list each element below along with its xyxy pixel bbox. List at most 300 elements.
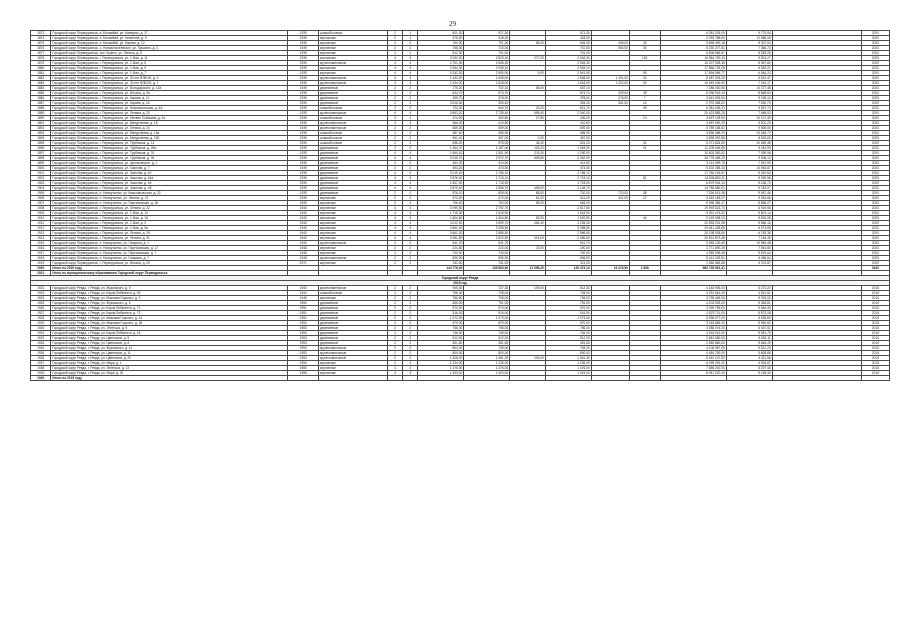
table-cell: 26 778 468,20 xyxy=(660,156,726,161)
table-cell: 2 xyxy=(403,326,418,331)
table-cell: 365,90 xyxy=(545,131,591,136)
table-cell: Городской округ Первоуральск, пос. Кузино, ул. Ленина, д. 5 xyxy=(51,51,288,56)
table-cell: 2 875 711,00 xyxy=(660,311,726,316)
table-cell: 4 xyxy=(387,56,402,61)
table-cell: 1939 xyxy=(288,96,319,101)
table-cell: деревянные xyxy=(319,156,388,161)
table-cell: 5 168,74 xyxy=(726,181,772,186)
table-cell: 4 xyxy=(387,231,402,236)
table-cell: 10 648,72 xyxy=(726,131,772,136)
table-cell: 3 264,30 xyxy=(418,66,464,71)
table-cell: 9 434,66 xyxy=(726,196,772,201)
table-cell: 16 207 928,35 xyxy=(660,61,726,66)
table-cell: 451,60 xyxy=(464,341,510,346)
table-cell: 1 xyxy=(403,31,418,36)
table-cell: 2020 xyxy=(861,66,889,71)
table-cell: 6 367,80 xyxy=(726,61,772,66)
table-cell: 10 963,87 xyxy=(726,166,772,171)
table-cell: 803,00 xyxy=(418,346,464,351)
table-cell: 2020 xyxy=(861,136,889,141)
table-cell: 3 032,30 xyxy=(418,56,464,61)
table-cell xyxy=(288,376,319,381)
table-cell: 1939 xyxy=(288,71,319,76)
table-cell: 512,00 xyxy=(464,336,510,341)
table-cell: 2 xyxy=(403,46,418,51)
table-cell: 1890 xyxy=(31,116,51,121)
table-cell: 1935 xyxy=(31,351,51,356)
table-cell: 7 686 200,00 xyxy=(660,366,726,371)
table-cell: 1 234,00 xyxy=(418,361,464,366)
table-cell: Городской округ Первоуральск, г. Первоуральск, ул. Трубников, д. 14 xyxy=(51,141,288,146)
table-cell: 2 xyxy=(387,101,402,106)
table-cell: 1901 xyxy=(31,171,51,176)
table-cell: 5 550,62 xyxy=(726,321,772,326)
table-cell: 746,00 xyxy=(418,331,464,336)
table-cell: 1877 xyxy=(31,51,51,56)
table-cell: 14 785 580,02 xyxy=(660,186,726,191)
table-cell: 31 xyxy=(629,141,660,146)
table-cell: 1939 xyxy=(288,161,319,166)
table-cell: деревянные xyxy=(319,161,388,166)
table-cell: 1940 xyxy=(31,376,51,381)
table-row xyxy=(31,106,890,111)
table-cell: 1925 xyxy=(31,301,51,306)
table-cell: 4 xyxy=(387,181,402,186)
table-cell: 4 xyxy=(403,61,418,66)
table-cell: 9 391 474,52 xyxy=(660,211,726,216)
table-cell: 570,00 xyxy=(464,306,510,311)
table-row xyxy=(31,191,890,196)
table-cell: Городской округ Первоуральск, г. Первоуральск, ул. 1 Мая, д. 3 xyxy=(51,221,288,226)
table-cell: 2020 xyxy=(861,211,889,216)
table-cell: Городской округ Ревда, г. Ревда, ул. Карла Либкнехта, д. 63 xyxy=(51,291,288,296)
table-cell: 1939 xyxy=(288,106,319,111)
table-cell: 3 461 005,54 xyxy=(660,96,726,101)
table-cell: 9 897,73 xyxy=(726,106,772,111)
table-cell: 669,00 xyxy=(418,126,464,131)
table-cell: 11 209 545,98 xyxy=(660,146,726,151)
table-cell: 9 506,05 xyxy=(726,126,772,131)
table-cell: 3 xyxy=(403,366,418,371)
table-cell: 461,40 xyxy=(418,136,464,141)
table-cell: 4 106 587,00 xyxy=(660,346,726,351)
table-cell: 5 407,51 xyxy=(726,326,772,331)
table-cell: 5 376,00 xyxy=(726,296,772,301)
table-cell: 1 xyxy=(403,51,418,56)
table-cell: 2 xyxy=(387,296,402,301)
table-cell: 1882 xyxy=(31,76,51,81)
table-cell: 5 612,47 xyxy=(726,76,772,81)
table-cell: 387,60 xyxy=(418,131,464,136)
table-cell: Городской округ Ревда, г. Ревда, ул. Цветников, д. 8 xyxy=(51,341,288,346)
table-cell: 394,40 xyxy=(545,101,591,106)
table-cell: 2 xyxy=(403,86,418,91)
table-cell: 5 566,16 xyxy=(726,221,772,226)
table-cell: 1 361,30 xyxy=(545,356,591,361)
table-cell: 4 xyxy=(387,216,402,221)
table-cell: 5 581,79 xyxy=(726,331,772,336)
table-cell: 2 xyxy=(403,126,418,131)
table-cell: 1 360 583,85 xyxy=(660,261,726,266)
table-cell: 4 xyxy=(403,216,418,221)
table-cell: 2020 xyxy=(861,111,889,116)
table-cell: 2 xyxy=(387,41,402,46)
table-cell: 2020 xyxy=(861,121,889,126)
table-cell: 8 523,60 xyxy=(726,136,772,141)
table-cell: 2015 xyxy=(861,336,889,341)
table-cell: 1887 xyxy=(31,101,51,106)
table-cell: Городской округ Ревда, г. Ревда, ул. Энгельса, д. 5 xyxy=(51,326,288,331)
table-cell: 2020 xyxy=(861,31,889,36)
table-cell: 14 635 890,11 xyxy=(660,176,726,181)
table-cell: 1939 xyxy=(288,151,319,156)
table-cell: 3 516,30 xyxy=(418,101,464,106)
table-cell: 2 xyxy=(387,361,402,366)
table-cell: 7 286 030,56 xyxy=(660,86,726,91)
table-cell: 5 648,49 xyxy=(726,341,772,346)
table-cell: 701,00 xyxy=(464,51,510,56)
table-cell: Городской округ Первоуральск, п. Новоуткинск, ул. Гагарина, д. 1 xyxy=(51,241,288,246)
table-cell: 2 xyxy=(387,351,402,356)
table-cell: 2015 xyxy=(861,306,889,311)
table-cell: деревянные xyxy=(319,326,388,331)
table-cell: 55,00 xyxy=(510,201,546,206)
table-cell: 1940 xyxy=(288,206,319,211)
table-cell: 1953 xyxy=(288,331,319,336)
table-cell: 1 698 xyxy=(629,266,660,271)
table-cell: 4 xyxy=(387,176,402,181)
table-cell: Городской округ Первоуральск, п. Новоуткинск, ул. Партизанская, д. 7 xyxy=(51,251,288,256)
table-cell: 2 xyxy=(387,166,402,171)
table-cell: 5 390,56 xyxy=(726,176,772,181)
table-cell: 2 xyxy=(387,251,402,256)
table-cell: 4 xyxy=(387,206,402,211)
table-cell: Городской округ Первоуральск, г. Первоуральск, ул. Менделеева, д. 1Б xyxy=(51,121,288,126)
table-cell: 4 374,87 xyxy=(726,261,772,266)
table-cell: 2 xyxy=(403,106,418,111)
table-cell: 5 964,49 xyxy=(726,306,772,311)
table-cell: 1940 xyxy=(288,241,319,246)
table-cell: 2020 xyxy=(861,181,889,186)
table-cell: 4 xyxy=(403,176,418,181)
table-cell: 727,30 xyxy=(464,286,510,291)
table-cell: 4 934,67 xyxy=(726,361,772,366)
table-cell: кирпичные xyxy=(319,66,388,71)
table-cell: 1 063,00 xyxy=(545,146,591,151)
table-cell: 30 xyxy=(629,81,660,86)
table-cell: 2 xyxy=(403,321,418,326)
table-cell: 3 242,30 xyxy=(418,71,464,76)
table-cell: 706,00 xyxy=(464,296,510,301)
table-cell: 124,00 xyxy=(510,146,546,151)
table-cell: 329,00 xyxy=(591,91,629,96)
table-cell: 1934 xyxy=(31,346,51,351)
table-cell: 2 xyxy=(387,106,402,111)
table-cell: 1940 xyxy=(288,236,319,241)
table-cell: 2020 xyxy=(861,151,889,156)
table-cell: 5 202 358,43 xyxy=(660,166,726,171)
table-cell: Городской округ Первоуральск, г. Первоуральск, ул. 30 лет ВЛКСМ, д. 7 xyxy=(51,81,288,86)
table-cell: Городской округ Первоуральск, г. Первоуральск, ул. Ленина, д. 31 xyxy=(51,236,288,241)
table-cell: 710,00 xyxy=(464,46,510,51)
table-cell: 1 548,00 xyxy=(464,76,510,81)
table-cell: 23,00 xyxy=(510,106,546,111)
table-cell: 575,00 xyxy=(464,141,510,146)
table-cell: 728,00 xyxy=(545,291,591,296)
table-cell: крупнопанельные xyxy=(319,126,388,131)
table-cell: 4 xyxy=(387,71,402,76)
table-cell: 7 366,73 xyxy=(726,46,772,51)
table-cell: 1885 xyxy=(31,91,51,96)
table-cell: 2 xyxy=(387,261,402,266)
table-cell: 531,00 xyxy=(545,141,591,146)
table-cell: Городской округ Первоуральск, г. Первоуральск, ул. Ленина, д. 20 xyxy=(51,111,288,116)
table-cell: 2 xyxy=(387,36,402,41)
table-cell xyxy=(319,376,388,381)
table-cell: 574,70 xyxy=(464,91,510,96)
table-cell: 9 156,10 xyxy=(726,96,772,101)
table-cell: 2 986,50 xyxy=(464,231,510,236)
table-row xyxy=(31,86,890,91)
table-cell: 65,00 xyxy=(510,86,546,91)
table-cell: 4 xyxy=(387,226,402,231)
table-row xyxy=(31,116,890,121)
table-cell: 44,00 xyxy=(510,141,546,146)
table-cell: 1910 xyxy=(31,216,51,221)
table-cell: кирпичные xyxy=(319,46,388,51)
table-cell: 3 661,20 xyxy=(418,231,464,236)
table-cell: 1888 xyxy=(31,106,51,111)
table-cell: 6 941 022,00 xyxy=(660,371,726,376)
table-cell: Городской округ Ревда, г. Ревда, ул. Цветников, д. 11 xyxy=(51,351,288,356)
table-cell: 4 xyxy=(403,226,418,231)
table-cell xyxy=(545,376,591,381)
table-cell: Городской округ Первоуральск, г. Первоуральск, ул. Чкалова, д. 40 xyxy=(51,171,288,176)
table-cell: 2 986,50 xyxy=(545,231,591,236)
table-cell: 10 984,48 xyxy=(726,241,772,246)
table-cell: 1897 xyxy=(31,151,51,156)
table-cell: 2020 xyxy=(861,51,889,56)
table-cell: Итого по муниципальному образованию Городской округ Первоуральск xyxy=(51,271,288,276)
table-cell: 1939 xyxy=(288,201,319,206)
table-cell: 1939 xyxy=(288,81,319,86)
table-cell: кирпичные xyxy=(319,56,388,61)
table-cell: Городской округ Первоуральск, г. Первоуральск, ул. 1 Мая, д. 13 xyxy=(51,211,288,216)
table-cell: 2020 xyxy=(861,36,889,41)
table-cell: 411,00 xyxy=(545,196,591,201)
section-title-row-label: Городской округ Ревда xyxy=(31,276,890,281)
table-cell: 574,70 xyxy=(545,91,591,96)
table-cell: 796,40 xyxy=(418,201,464,206)
table-cell: 1939 xyxy=(288,91,319,96)
table-cell: Городской округ Первоуральск, г. Первоуральск, ул. 30 лет ВЛКСМ, д. 3 xyxy=(51,76,288,81)
table-cell: 1 236,00 xyxy=(464,361,510,366)
table-cell xyxy=(387,376,402,381)
table-cell: 12 xyxy=(629,196,660,201)
table-cell: 6 064,22 xyxy=(726,71,772,76)
table-cell: 2 xyxy=(403,141,418,146)
table-cell: 3 xyxy=(387,81,402,86)
table-cell: 11 596,20 xyxy=(510,266,546,271)
table-cell: 7 059,96 xyxy=(726,151,772,156)
table-cell: 386,40 xyxy=(418,121,464,126)
table-cell: 1939 xyxy=(288,121,319,126)
table-cell: 1951 xyxy=(288,311,319,316)
table-cell: 5 512,20 xyxy=(726,346,772,351)
table-cell: 20 641 428,85 xyxy=(660,226,726,231)
table-cell: 2 870,50 xyxy=(464,236,510,241)
table-cell: 2 xyxy=(403,336,418,341)
table-cell: 1880 xyxy=(31,66,51,71)
table-cell: 365,90 xyxy=(464,131,510,136)
table-cell: 1909 xyxy=(31,211,51,216)
table-cell: 2 xyxy=(403,316,418,321)
table-cell: деревянные xyxy=(319,321,388,326)
table-cell: 516,00 xyxy=(464,311,510,316)
table-cell: 1900 xyxy=(31,166,51,171)
table-cell: 2 715,10 xyxy=(545,176,591,181)
table-cell: Городской округ Первоуральск, г. Первоуральск, ул. Ленина, д. 29 xyxy=(51,231,288,236)
table-cell: 2 xyxy=(403,351,418,356)
table-cell: деревянные xyxy=(319,176,388,181)
table-cell: 571,30 xyxy=(464,31,510,36)
table-cell: 1928 xyxy=(31,316,51,321)
section-year-row-label: 2015 год xyxy=(31,281,890,286)
table-cell: 224,80 xyxy=(418,246,464,251)
table-cell: 14 xyxy=(629,101,660,106)
table-cell: 1948 xyxy=(288,296,319,301)
table-cell: 2 xyxy=(387,286,402,291)
table-cell: 2 xyxy=(403,96,418,101)
table-cell: 2020 xyxy=(861,166,889,171)
table-cell: 740,00 xyxy=(464,251,510,256)
table-cell: 1937 xyxy=(31,361,51,366)
table-cell: 1 718,00 xyxy=(464,181,510,186)
table-cell: 2020 xyxy=(861,171,889,176)
table-cell: крупнопанельные xyxy=(319,351,388,356)
table-cell: 1921 xyxy=(31,271,51,276)
table-cell: 1953 xyxy=(288,326,319,331)
table-cell: 1889 xyxy=(31,111,51,116)
table-cell: Городской округ Первоуральск, п. Новоуткинск, ул. Ленина, д. 21 xyxy=(51,196,288,201)
table-cell: 4 350 936,48 xyxy=(660,251,726,256)
table-cell: 3 xyxy=(387,121,402,126)
table-cell: 2020 xyxy=(861,156,889,161)
table-cell: 2 040,00 xyxy=(545,111,591,116)
table-cell: 2 876,40 xyxy=(418,176,464,181)
table-cell: деревянные xyxy=(319,311,388,316)
table-cell: 8 407,54 xyxy=(726,41,772,46)
table-cell: 2020 xyxy=(861,221,889,226)
table-cell: 2 950,90 xyxy=(464,71,510,76)
table-cell: 460,30 xyxy=(418,161,464,166)
table-cell: кирпичные xyxy=(319,221,388,226)
table-cell: 2015 xyxy=(861,361,889,366)
table-cell: 474,50 xyxy=(464,166,510,171)
table-cell: 1939 xyxy=(288,181,319,186)
table-cell: 3 699,70 xyxy=(464,221,510,226)
table-cell: 1952 xyxy=(288,321,319,326)
table-cell: 702,10 xyxy=(464,86,510,91)
table-cell: 2020 xyxy=(861,251,889,256)
table-cell: 2015 xyxy=(861,301,889,306)
table-cell: 4 164 012,00 xyxy=(660,331,726,336)
table-cell: 1939 xyxy=(288,176,319,181)
table-cell: 100,00 xyxy=(510,356,546,361)
table-cell: 2 945,10 xyxy=(545,66,591,71)
table-cell: 463,80 xyxy=(464,116,510,121)
table-cell: 2 xyxy=(387,331,402,336)
table-cell: 3 051,80 xyxy=(418,236,464,241)
table-cell: 654,00 xyxy=(591,46,629,51)
table-cell: кирпичные xyxy=(319,371,388,376)
table-cell: 2 xyxy=(387,316,402,321)
table-cell: 1908 xyxy=(31,206,51,211)
table-cell: 2 xyxy=(387,126,402,131)
table-cell: 756,00 xyxy=(464,326,510,331)
table-cell: Городской округ Первоуральск, г. Первоуральск, ул. Циолковского, д. 1 xyxy=(51,161,288,166)
table-cell: 1940 xyxy=(288,211,319,216)
table-cell: 2 xyxy=(387,241,402,246)
table-cell: 1939 xyxy=(288,141,319,146)
table-cell: 1 715,30 xyxy=(418,211,464,216)
table-cell: 3 xyxy=(387,366,402,371)
table-cell: 2015 xyxy=(861,346,889,351)
table-cell: 1891 xyxy=(31,121,51,126)
table-cell: 876,10 xyxy=(418,191,464,196)
table-cell: 541,70 xyxy=(464,241,510,246)
table-cell: Городской округ Первоуральск, г. Первоуральск, ул. Трубников, д. 26А xyxy=(51,146,288,151)
table-cell: Городской округ Ревда, г. Ревда, ул. Карла Либкнехта, д. 71 xyxy=(51,306,288,311)
table-cell: 746,00 xyxy=(545,331,591,336)
table-cell: 1953 xyxy=(288,341,319,346)
table-cell: 7 xyxy=(629,96,660,101)
table-cell: 3 235,30 xyxy=(545,221,591,226)
table-cell: 1903 xyxy=(31,181,51,186)
table-cell: 17 765 216,87 xyxy=(660,171,726,176)
table-cell: 2 823,30 xyxy=(464,56,510,61)
table-cell: Городской округ Первоуральск, г. Первоуральск, ул. Чкалова, д. 46 xyxy=(51,181,288,186)
table-cell: 5 996 386,47 xyxy=(660,201,726,206)
table-cell: кирпичные xyxy=(319,366,388,371)
table-cell: Городской округ Первоуральск, г. Первоуральск, ул. 1 Мая, д. 5 xyxy=(51,61,288,66)
table-cell: 2 xyxy=(403,191,418,196)
table-cell: 10 127,49 xyxy=(726,116,772,121)
table-cell: 4 xyxy=(387,61,402,66)
table-cell: 2020 xyxy=(861,116,889,121)
table-cell: 1916 xyxy=(31,246,51,251)
table-cell: 638,20 xyxy=(418,141,464,146)
table-cell: 3 399 759,00 xyxy=(660,306,726,311)
table-cell: Городской округ Первоуральск, п. Новоуткинск, ул. Комсомольская, д. 32 xyxy=(51,191,288,196)
table-cell: деревянные xyxy=(319,146,388,151)
table-cell: 2 941,90 xyxy=(545,71,591,76)
table-cell: 1948 xyxy=(288,251,319,256)
table-cell: Городской округ Первоуральск, г. Первоуральск, ул. 1 Мая, д. 9 xyxy=(51,66,288,71)
table-cell: 1 461,30 xyxy=(464,356,510,361)
table-cell: 1953 xyxy=(288,356,319,361)
table-cell: деревянные xyxy=(319,186,388,191)
table-cell: 2 xyxy=(403,341,418,346)
table-cell: 1940 xyxy=(288,226,319,231)
table-cell: 812,00 xyxy=(418,51,464,56)
table-cell: кирпичные xyxy=(319,236,388,241)
table-cell: 3 019,20 xyxy=(418,171,464,176)
table-cell: 4 093 786,60 xyxy=(660,36,726,41)
table-cell: 2 xyxy=(403,331,418,336)
table-cell: 1939 xyxy=(288,41,319,46)
table-cell: 2 xyxy=(403,286,418,291)
